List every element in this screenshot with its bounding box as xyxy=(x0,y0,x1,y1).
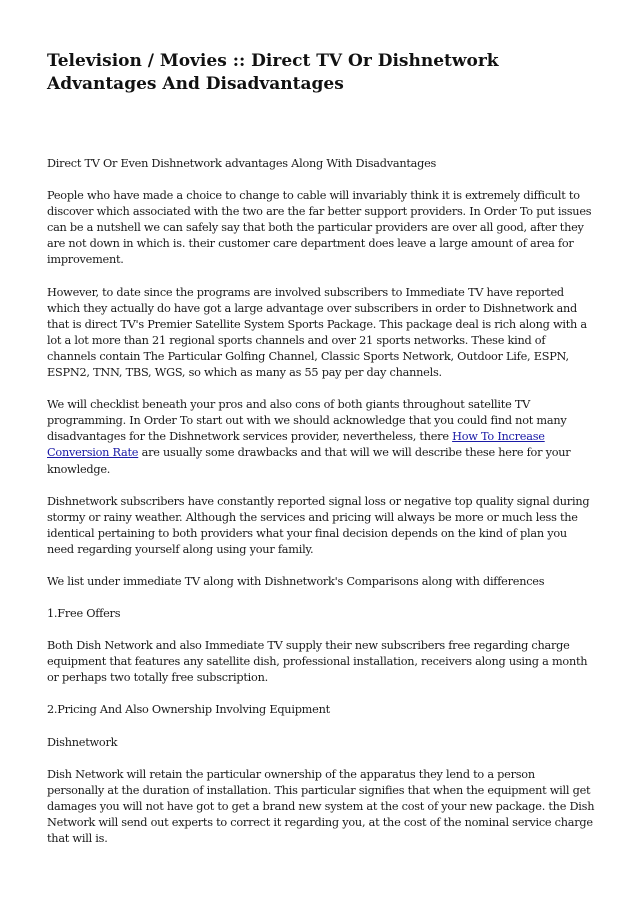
paragraph-free-offers: Both Dish Network and also Immediate TV supply their new subscribers free regarding charge equipment that features any satellite dish, professional installation, receivers along using a month or perhaps two totally free subscription. xyxy=(47,639,588,685)
paragraph-pros-cons-text-after: are usually some drawbacks and that will we will describe these here for your knowledge. xyxy=(47,446,571,476)
document-page xyxy=(47,50,595,863)
paragraph-sports-package: However, to date since the programs are involved subscribers to Immediate TV have reported which they actually do have got a large advantage over subscribers in order to Dishnetwork and that is direct TV's Premier Satellite System Sports Package. This package deal is rich along with a lot a lot more than 21 regional sports channels and over 21 sports networks. These kind of channels contain The Particular Golfing Channel, Classic Sports Network, Outdoor Life, ESPN, ESPN2, TNN, TBS, WGS, so which as many as 55 pay per day channels. xyxy=(47,285,587,380)
paragraph-equipment-ownership: Dish Network will retain the particular ownership of the apparatus they lend to a person personally at the duration of installation. This particular signifies that when the equipment will get damages you will not have got to get a brand new system at the cost of your new package. the Dish Network will send out experts to correct it regarding you, at the cost of the nominal service charge that will is. xyxy=(47,767,595,845)
document-body xyxy=(47,156,595,847)
section-heading-pricing: 2.Pricing And Also Ownership Involving Equipment xyxy=(47,703,330,717)
paragraph-choice: People who have made a choice to change to cable will invariably think it is extremely difficult to discover which associated with the two are the far better support providers. In Order To put issues can be a nutshell we can safely say that both the particular providers are over all good, after they are not down in which is. their customer care department does leave a large amount of area for improvement. xyxy=(47,189,592,267)
section-heading-free-offers: 1.Free Offers xyxy=(47,607,121,621)
paragraph-comparisons: We list under immediate TV along with Dishnetwork's Comparisons along with differences xyxy=(47,574,545,588)
document-title: Television / Movies :: Direct TV Or Dishnetwork Advantages And Disadvantages xyxy=(47,51,499,94)
paragraph-signal-loss: Dishnetwork subscribers have constantly reported signal loss or negative top quality signal during stormy or rainy weather. Although the services and pricing will always be more or much less the identical pertaining to both providers what your final decision depends on the kind of plan you need regarding yourself along using your family. xyxy=(47,494,590,556)
conversion-rate-link[interactable]: How To Increase Conversion Rate xyxy=(47,430,545,460)
paragraph-intro-heading: Direct TV Or Even Dishnetwork advantages Along With Disadvantages xyxy=(47,157,437,170)
paragraph-pros-cons-text-before: We will checklist beneath your pros and also cons of both giants throughout satellite TV programming. In Order To start out with we should acknowledge that you could find not many disadvantages for the Dishnetwork services provider, nevertheless, there xyxy=(47,398,567,444)
subheading-dishnetwork: Dishnetwork xyxy=(47,735,118,749)
paragraph-pros-cons xyxy=(47,397,595,477)
